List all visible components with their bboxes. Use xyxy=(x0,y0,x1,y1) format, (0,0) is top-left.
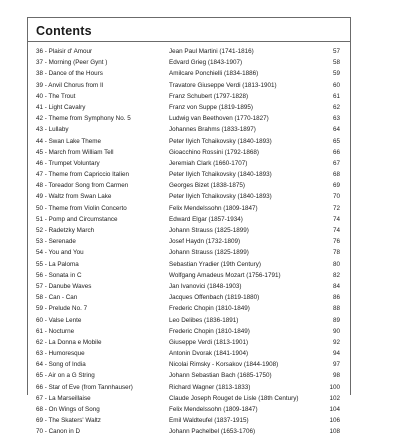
entry-page-number: 92 xyxy=(332,338,340,346)
toc-entry xyxy=(36,247,340,258)
toc-entry xyxy=(36,158,340,169)
entry-title: 63 - Humoresque xyxy=(36,350,85,358)
page-title: Contents xyxy=(36,24,92,38)
entry-composer: Peter Ilyich Tchaikovsky (1840-1893) xyxy=(169,171,272,179)
entry-title: 56 - Sonata in C xyxy=(36,271,82,279)
entry-title: 47 - Theme from Capriccio Italien xyxy=(36,171,129,179)
entry-page-number: 104 xyxy=(329,406,340,413)
entry-title: 65 - Air on a G String xyxy=(36,372,95,380)
entry-page-number: 72 xyxy=(332,204,340,212)
toc-entry xyxy=(36,337,340,348)
entry-title: 69 - The Skaters' Waltz xyxy=(36,417,101,425)
toc-entry xyxy=(36,393,340,404)
entry-composer: Amilcare Ponchielli (1834-1886) xyxy=(169,70,259,78)
toc-entry xyxy=(36,169,340,180)
title-divider xyxy=(28,41,350,42)
entry-composer: Jean Paul Martini (1741-1816) xyxy=(169,48,254,55)
entry-composer: Gioacchino Rossini (1792-1868) xyxy=(169,148,259,156)
entry-title: 48 - Toreador Song from Carmen xyxy=(36,182,129,190)
entry-title: 38 - Dance of the Hours xyxy=(36,70,103,78)
entry-page-number: 80 xyxy=(332,260,340,268)
entry-composer: Leo Delibes (1836-1891) xyxy=(169,316,239,324)
entry-page-number: 88 xyxy=(332,305,340,313)
toc-entry xyxy=(36,191,340,202)
toc-entry xyxy=(36,80,340,91)
toc-entry xyxy=(36,68,340,79)
entry-composer: Felix Mendelssohn (1809-1847) xyxy=(169,204,258,212)
entry-composer: Emil Waldteufel (1837-1915) xyxy=(169,417,249,425)
toc-entry xyxy=(36,180,340,191)
entry-composer: Peter Ilyich Tchaikovsky (1840-1893) xyxy=(169,137,272,145)
toc-entry xyxy=(36,113,340,124)
entry-title: 64 - Song of India xyxy=(36,361,86,369)
entry-composer: Peter Ilyich Tchaikovsky (1840-1893) xyxy=(169,193,272,201)
entry-page-number: 98 xyxy=(332,372,340,380)
toc-entry xyxy=(36,203,340,214)
entry-page-number: 63 xyxy=(332,115,340,123)
entry-title: 51 - Pomp and Circumstance xyxy=(36,215,118,223)
entry-composer: Franz Schubert (1797-1828) xyxy=(169,92,249,100)
entry-page-number: 78 xyxy=(332,249,340,257)
toc-entry xyxy=(36,147,340,158)
toc-entry xyxy=(36,404,340,415)
entry-page-number: 70 xyxy=(332,193,340,201)
entry-title: 39 - Anvil Chorus from Il xyxy=(36,81,104,89)
entry-page-number: 64 xyxy=(332,126,340,134)
entry-page-number: 84 xyxy=(332,282,340,290)
toc-entry xyxy=(36,426,340,437)
entry-title: 40 - The Trout xyxy=(36,92,76,100)
entry-title: 70 - Canon in D xyxy=(36,428,81,436)
entry-composer: Jan Ivanovici (1848-1903) xyxy=(169,282,242,290)
entry-title: 54 - You and You xyxy=(36,249,84,257)
entry-page-number: 106 xyxy=(329,417,340,425)
entry-composer: Jeremiah Clark (1660-1707) xyxy=(169,159,248,167)
entry-page-number: 86 xyxy=(332,294,340,302)
entry-composer: Josef Haydn (1732-1809) xyxy=(169,238,241,246)
entry-composer: Edward Elgar (1857-1934) xyxy=(169,215,243,223)
toc-entry xyxy=(36,225,340,236)
entry-page-number: 60 xyxy=(332,81,340,89)
entry-composer: Claude Joseph Rouget de Lisle (18th Century) xyxy=(169,394,299,402)
toc-entry xyxy=(36,270,340,281)
entry-title: 58 - Can - Can xyxy=(36,294,78,302)
entry-title: 62 - La Donna e Mobile xyxy=(36,338,102,346)
entry-title: 43 - Lullaby xyxy=(36,126,69,134)
entry-page-number: 76 xyxy=(332,238,340,246)
toc-entry xyxy=(36,57,340,68)
entry-title: 49 - Waltz from Swan Lake xyxy=(36,193,112,201)
entry-page-number: 74 xyxy=(332,215,340,223)
toc-entry xyxy=(36,102,340,113)
toc-entry xyxy=(36,303,340,314)
entry-title: 44 - Swan Lake Theme xyxy=(36,137,101,145)
entry-composer: Georges Bizet (1838-1875) xyxy=(169,182,245,190)
contents-list xyxy=(36,46,340,438)
entry-title: 55 - La Paloma xyxy=(36,260,79,268)
entry-composer: Antonin Dvorak (1841-1904) xyxy=(169,350,249,358)
entry-composer: Edvard Grieg (1843-1907) xyxy=(169,59,243,67)
entry-composer: Sebastian Yradier (19th Century) xyxy=(169,260,261,268)
entry-page-number: 90 xyxy=(332,327,340,335)
toc-entry xyxy=(36,236,340,247)
entry-page-number: 94 xyxy=(332,350,340,358)
entry-composer: Johann Pachelbel (1653-1706) xyxy=(169,428,256,436)
toc-entry xyxy=(36,259,340,270)
entry-composer: Giuseppe Verdi (1813-1901) xyxy=(169,338,249,346)
entry-page-number: 68 xyxy=(332,171,340,179)
toc-entry xyxy=(36,315,340,326)
entry-composer: Nicolai Rimsky - Korsakov (1844-1908) xyxy=(169,361,279,369)
entry-composer: Frederic Chopin (1810-1849) xyxy=(169,327,250,335)
entry-title: 46 - Trumpet Voluntary xyxy=(36,159,100,167)
toc-entry xyxy=(36,292,340,303)
entry-page-number: 82 xyxy=(332,271,340,279)
toc-entry xyxy=(36,359,340,370)
entry-title: 41 - Light Cavalry xyxy=(36,103,86,111)
toc-entry xyxy=(36,124,340,135)
entry-page-number: 108 xyxy=(329,428,340,436)
entry-title: 66 - Star of Eve (from Tannhauser) xyxy=(36,383,133,391)
entry-page-number: 69 xyxy=(332,182,340,190)
entry-page-number: 74 xyxy=(332,227,340,234)
entry-title: 57 - Danube Waves xyxy=(36,282,92,290)
entry-page-number: 58 xyxy=(332,59,340,67)
entry-title: 53 - Serenade xyxy=(36,238,76,246)
toc-entry xyxy=(36,348,340,359)
entry-title: 68 - On Wings of Song xyxy=(36,406,100,413)
toc-entry xyxy=(36,382,340,393)
entry-composer: Franz von Suppe (1819-1895) xyxy=(169,103,254,111)
entry-composer: Travatore Giuseppe Verdi (1813-1901) xyxy=(169,81,277,89)
entry-page-number: 65 xyxy=(332,137,340,145)
toc-entry xyxy=(36,281,340,292)
entry-composer: Johann Strauss (1825-1899) xyxy=(169,249,249,257)
entry-composer: Johann Sebastian Bach (1685-1750) xyxy=(169,372,272,380)
entry-title: 42 - Theme from Symphony No. 5 xyxy=(36,115,131,123)
entry-page-number: 100 xyxy=(329,383,340,391)
entry-title: 67 - La Marseillaise xyxy=(36,394,91,402)
entry-composer: Richard Wagner (1813-1833) xyxy=(169,383,251,391)
entry-composer: Wolfgang Amadeus Mozart (1756-1791) xyxy=(169,271,281,279)
entry-composer: Johannes Brahms (1833-1897) xyxy=(169,126,256,134)
toc-entry xyxy=(36,136,340,147)
toc-entry xyxy=(36,415,340,426)
entry-page-number: 102 xyxy=(329,394,340,402)
toc-entry xyxy=(36,91,340,102)
entry-title: 36 - Plaisir d' Amour xyxy=(36,48,93,55)
entry-page-number: 59 xyxy=(332,70,340,78)
entry-page-number: 97 xyxy=(332,361,340,369)
entry-composer: Ludwig van Beethoven (1770-1827) xyxy=(169,115,269,123)
toc-entry xyxy=(36,46,340,57)
entry-title: 45 - March from William Tell xyxy=(36,148,114,156)
entry-title: 37 - Morning (Peer Gynt ) xyxy=(36,59,108,67)
toc-entry xyxy=(36,214,340,225)
entry-page-number: 62 xyxy=(332,103,340,111)
entry-composer: Jacques Offenbach (1819-1880) xyxy=(169,294,260,302)
entry-title: 59 - Prelude No. 7 xyxy=(36,305,88,313)
entry-title: 52 - Radetzky March xyxy=(36,227,95,234)
entry-page-number: 67 xyxy=(332,159,340,167)
entry-page-number: 89 xyxy=(332,316,340,324)
entry-title: 60 - Valse Lente xyxy=(36,316,82,324)
entry-page-number: 57 xyxy=(332,48,340,55)
toc-entry xyxy=(36,370,340,381)
toc-entry xyxy=(36,326,340,337)
entry-page-number: 61 xyxy=(332,92,340,100)
entry-composer: Johann Strauss (1825-1899) xyxy=(169,227,249,234)
entry-composer: Frederic Chopin (1810-1849) xyxy=(169,305,250,313)
entry-title: 50 - Theme from Violin Concerto xyxy=(36,204,127,212)
entry-title: 61 - Nocturne xyxy=(36,327,75,335)
entry-composer: Felix Mendelssohn (1809-1847) xyxy=(169,406,258,413)
entry-page-number: 66 xyxy=(332,148,340,156)
